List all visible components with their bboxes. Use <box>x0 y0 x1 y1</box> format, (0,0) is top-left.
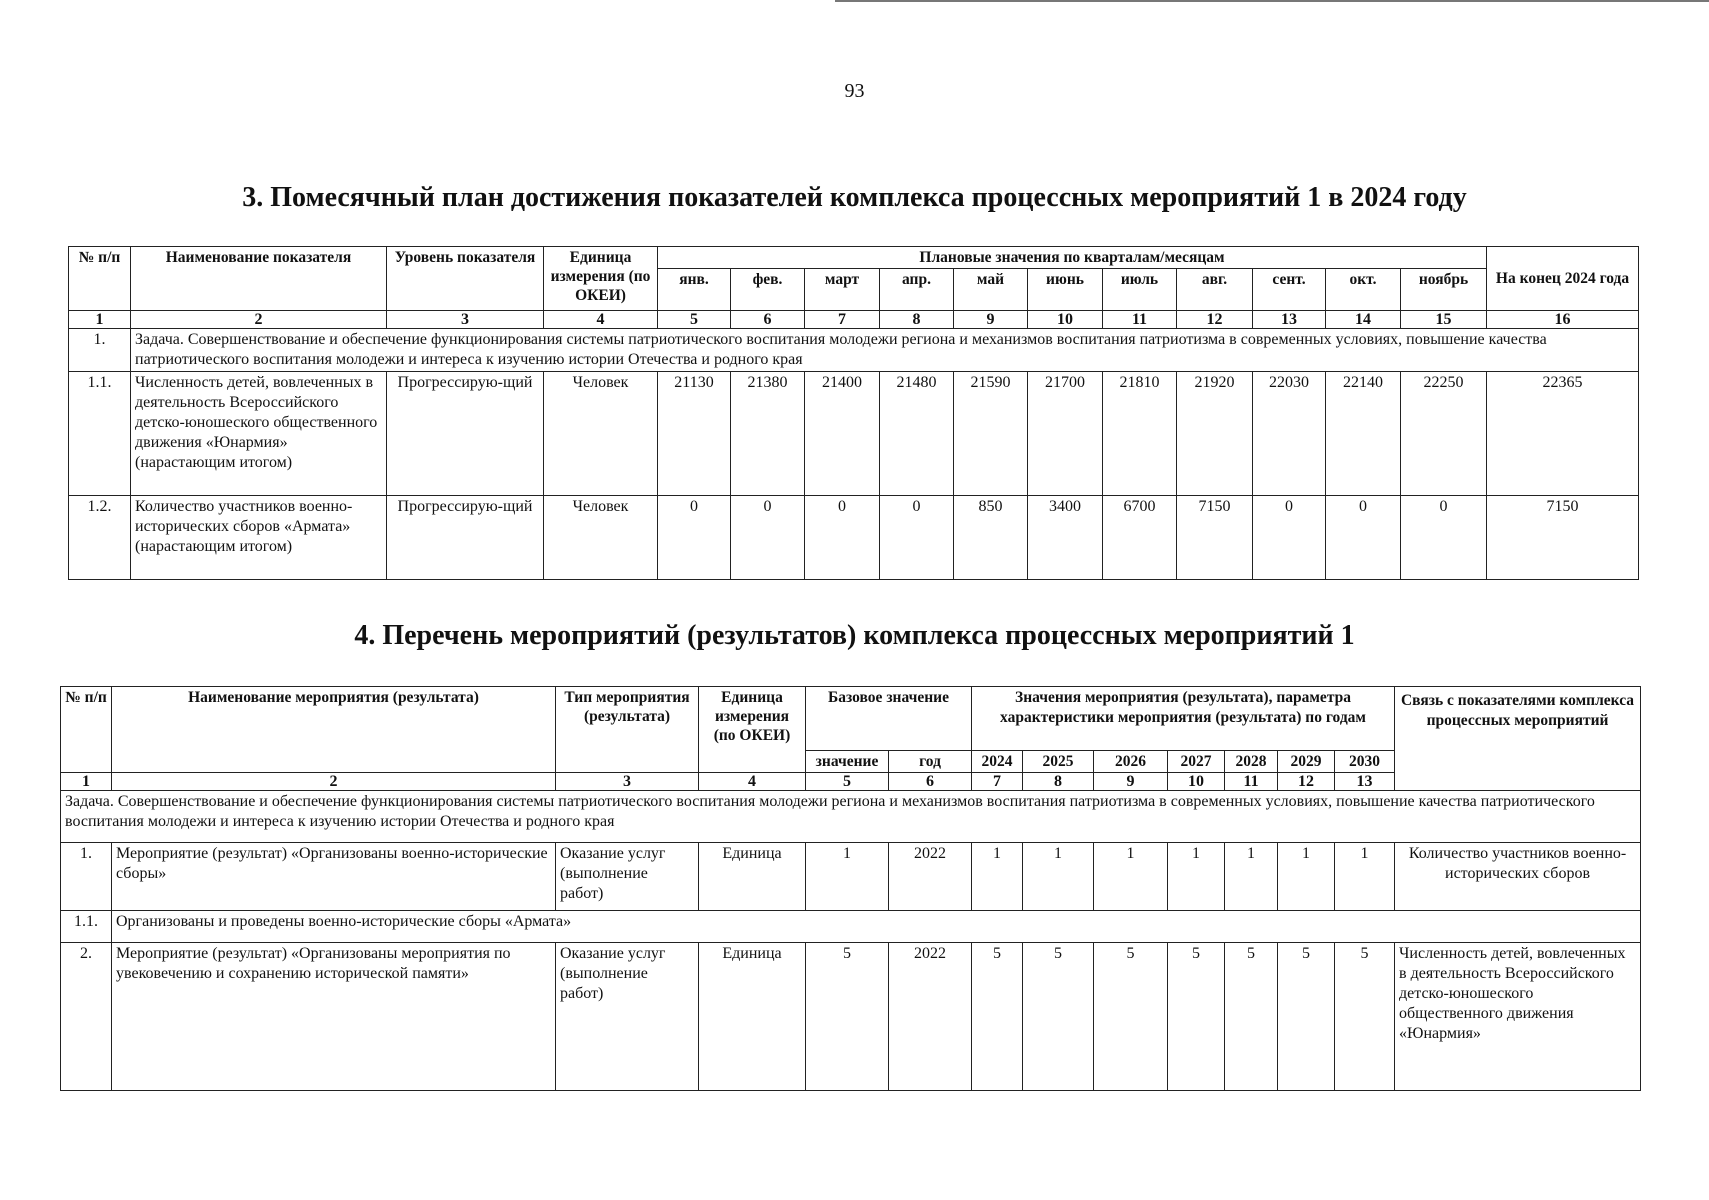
th-planned-values: Плановые значения по кварталам/месяцам <box>658 247 1487 269</box>
row-num: 1.1. <box>61 911 112 943</box>
year-value: 1 <box>1023 843 1094 911</box>
th-level: Уровень показателя <box>387 247 544 311</box>
month-value: 0 <box>1401 496 1487 580</box>
col-number: 11 <box>1225 773 1278 791</box>
month-value: 22030 <box>1253 372 1326 496</box>
base-value: 5 <box>806 943 889 1091</box>
th-unit: Единица измерения (по ОКЕИ) <box>544 247 658 311</box>
col-number: 12 <box>1278 773 1335 791</box>
th-year: 2024 <box>972 751 1023 773</box>
th-month: апр. <box>880 269 954 311</box>
th-year: 2029 <box>1278 751 1335 773</box>
task-text: Задача. Совершенствование и обеспечение функционирования системы патриотического воспитания молодежи региона и механизмов воспитания патриотизма в современных условиях, повышение качества патриотического воспитания молодежи и интереса к изучению истории Отечества и родного края <box>131 329 1639 372</box>
col-number: 11 <box>1103 311 1177 329</box>
month-value: 3400 <box>1028 496 1103 580</box>
row-num: 1.1. <box>69 372 131 496</box>
col-number: 2 <box>112 773 556 791</box>
col-number: 4 <box>699 773 806 791</box>
th-base-value: Базовое значение <box>806 687 972 751</box>
table-row <box>69 496 1639 580</box>
row-num: 1. <box>61 843 112 911</box>
task-row <box>69 329 1639 372</box>
year-value: 5 <box>1023 943 1094 1091</box>
month-value: 21380 <box>731 372 805 496</box>
task-text: Задача. Совершенствование и обеспечение функционирования системы патриотического воспитания молодежи региона и механизмов воспитания патриотизма в современных условиях, повышение качества патриотического воспитания молодежи и интереса к изучению истории Отечества и родного края <box>61 791 1641 843</box>
th-base-year: год <box>889 751 972 773</box>
year-value: 1 <box>1335 843 1395 911</box>
section4-title: 4. Перечень мероприятий (результатов) комплекса процессных мероприятий 1 <box>354 620 1355 651</box>
th-year: 2030 <box>1335 751 1395 773</box>
indicator-level: Прогрессирую-щий <box>387 372 544 496</box>
col-number: 13 <box>1253 311 1326 329</box>
events-list-table <box>60 686 1641 1091</box>
col-number: 1 <box>61 773 112 791</box>
base-year: 2022 <box>889 843 972 911</box>
th-end-of-year: На конец 2024 года <box>1487 247 1639 311</box>
base-value: 1 <box>806 843 889 911</box>
linked-indicator: Численность детей, вовлеченных в деятельность Всероссийского детско-юношеского общественного движения «Юнармия» <box>1395 943 1641 1091</box>
col-number: 14 <box>1326 311 1401 329</box>
event-unit: Единица <box>699 843 806 911</box>
col-number: 2 <box>131 311 387 329</box>
event-name: Мероприятие (результат) «Организованы мероприятия по увековечению и сохранению исторической памяти» <box>112 943 556 1091</box>
col-number: 7 <box>972 773 1023 791</box>
col-number: 5 <box>658 311 731 329</box>
col-number: 8 <box>880 311 954 329</box>
indicator-level: Прогрессирую-щий <box>387 496 544 580</box>
th-year: 2027 <box>1168 751 1225 773</box>
col-number: 6 <box>731 311 805 329</box>
th-month: авг. <box>1177 269 1253 311</box>
month-value: 21480 <box>880 372 954 496</box>
indicator-name: Численность детей, вовлеченных в деятельность Всероссийского детско-юношеского общественного движения «Юнармия» (нарастающим итогом) <box>131 372 387 496</box>
col-number: 7 <box>805 311 880 329</box>
month-value: 21810 <box>1103 372 1177 496</box>
col-number: 4 <box>544 311 658 329</box>
indicator-name: Количество участников военно-исторических сборов «Армата» (нарастающим итогом) <box>131 496 387 580</box>
indicator-unit: Человек <box>544 496 658 580</box>
th-month: ноябрь <box>1401 269 1487 311</box>
th-month: янв. <box>658 269 731 311</box>
th-base-val: значение <box>806 751 889 773</box>
year-value: 5 <box>1278 943 1335 1091</box>
monthly-plan-table <box>68 246 1639 580</box>
event-type: Оказание услуг (выполнение работ) <box>556 843 699 911</box>
month-value: 7150 <box>1177 496 1253 580</box>
col-number: 9 <box>954 311 1028 329</box>
table-row <box>61 943 1641 1091</box>
col-number: 10 <box>1168 773 1225 791</box>
th-num: № п/п <box>61 687 112 773</box>
table-row <box>61 911 1641 943</box>
col-number: 15 <box>1401 311 1487 329</box>
th-values-by-year: Значения мероприятия (результата), параметра характеристики мероприятия (результата) по годам <box>972 687 1395 751</box>
year-value: 5 <box>1168 943 1225 1091</box>
year-value: 5 <box>1335 943 1395 1091</box>
month-value: 21700 <box>1028 372 1103 496</box>
col-number: 16 <box>1487 311 1639 329</box>
month-value: 21590 <box>954 372 1028 496</box>
year-value: 1 <box>1278 843 1335 911</box>
month-value: 21920 <box>1177 372 1253 496</box>
col-number: 1 <box>69 311 131 329</box>
event-name: Мероприятие (результат) «Организованы военно-исторические сборы» <box>112 843 556 911</box>
row-num: 1.2. <box>69 496 131 580</box>
base-year: 2022 <box>889 943 972 1091</box>
table-row <box>69 372 1639 496</box>
page-number: 93 <box>844 80 865 102</box>
month-value: 0 <box>1253 496 1326 580</box>
col-number: 9 <box>1094 773 1168 791</box>
month-value: 21400 <box>805 372 880 496</box>
th-month: сент. <box>1253 269 1326 311</box>
year-value: 1 <box>1168 843 1225 911</box>
task-num: 1. <box>69 329 131 372</box>
month-value: 0 <box>880 496 954 580</box>
th-num: № п/п <box>69 247 131 311</box>
th-month: март <box>805 269 880 311</box>
month-value: 21130 <box>658 372 731 496</box>
month-value: 22250 <box>1401 372 1487 496</box>
th-year: 2028 <box>1225 751 1278 773</box>
month-value: 0 <box>805 496 880 580</box>
th-unit: Единица измерения (по ОКЕИ) <box>699 687 806 773</box>
month-value: 0 <box>658 496 731 580</box>
col-number: 3 <box>387 311 544 329</box>
indicator-unit: Человек <box>544 372 658 496</box>
th-month: июль <box>1103 269 1177 311</box>
th-month: фев. <box>731 269 805 311</box>
th-month: окт. <box>1326 269 1401 311</box>
year-value: 1 <box>1094 843 1168 911</box>
col-number: 8 <box>1023 773 1094 791</box>
table-row <box>61 843 1641 911</box>
event-unit: Единица <box>699 943 806 1091</box>
th-event-type: Тип мероприятия (результата) <box>556 687 699 773</box>
month-value: 6700 <box>1103 496 1177 580</box>
month-value: 0 <box>1326 496 1401 580</box>
th-month: май <box>954 269 1028 311</box>
section3-title: 3. Помесячный план достижения показателей комплекса процессных мероприятий 1 в 2024 году <box>242 182 1467 213</box>
th-month: июнь <box>1028 269 1103 311</box>
th-year: 2026 <box>1094 751 1168 773</box>
sub-result-text: Организованы и проведены военно-исторические сборы «Армата» <box>112 911 1641 943</box>
col-number: 3 <box>556 773 699 791</box>
event-type: Оказание услуг (выполнение работ) <box>556 943 699 1091</box>
linked-indicator: Количество участников военно-исторических сборов <box>1395 843 1641 911</box>
task-row <box>61 791 1641 843</box>
th-event-name: Наименование мероприятия (результата) <box>112 687 556 773</box>
col-number: 13 <box>1335 773 1395 791</box>
year-value: 1 <box>1225 843 1278 911</box>
th-link: Связь с показателями комплекса процессных мероприятий <box>1395 687 1641 791</box>
th-indicator-name: Наименование показателя <box>131 247 387 311</box>
col-number: 10 <box>1028 311 1103 329</box>
year-value: 5 <box>1094 943 1168 1091</box>
year-value: 1 <box>972 843 1023 911</box>
column-number-row <box>69 311 1639 329</box>
year-value: 5 <box>1225 943 1278 1091</box>
top-rule <box>835 0 1709 2</box>
row-num: 2. <box>61 943 112 1091</box>
month-value: 22140 <box>1326 372 1401 496</box>
year-value: 5 <box>972 943 1023 1091</box>
month-value: 0 <box>731 496 805 580</box>
col-number: 5 <box>806 773 889 791</box>
th-year: 2025 <box>1023 751 1094 773</box>
col-number: 12 <box>1177 311 1253 329</box>
col-number: 6 <box>889 773 972 791</box>
end-value: 22365 <box>1487 372 1639 496</box>
end-value: 7150 <box>1487 496 1639 580</box>
month-value: 850 <box>954 496 1028 580</box>
